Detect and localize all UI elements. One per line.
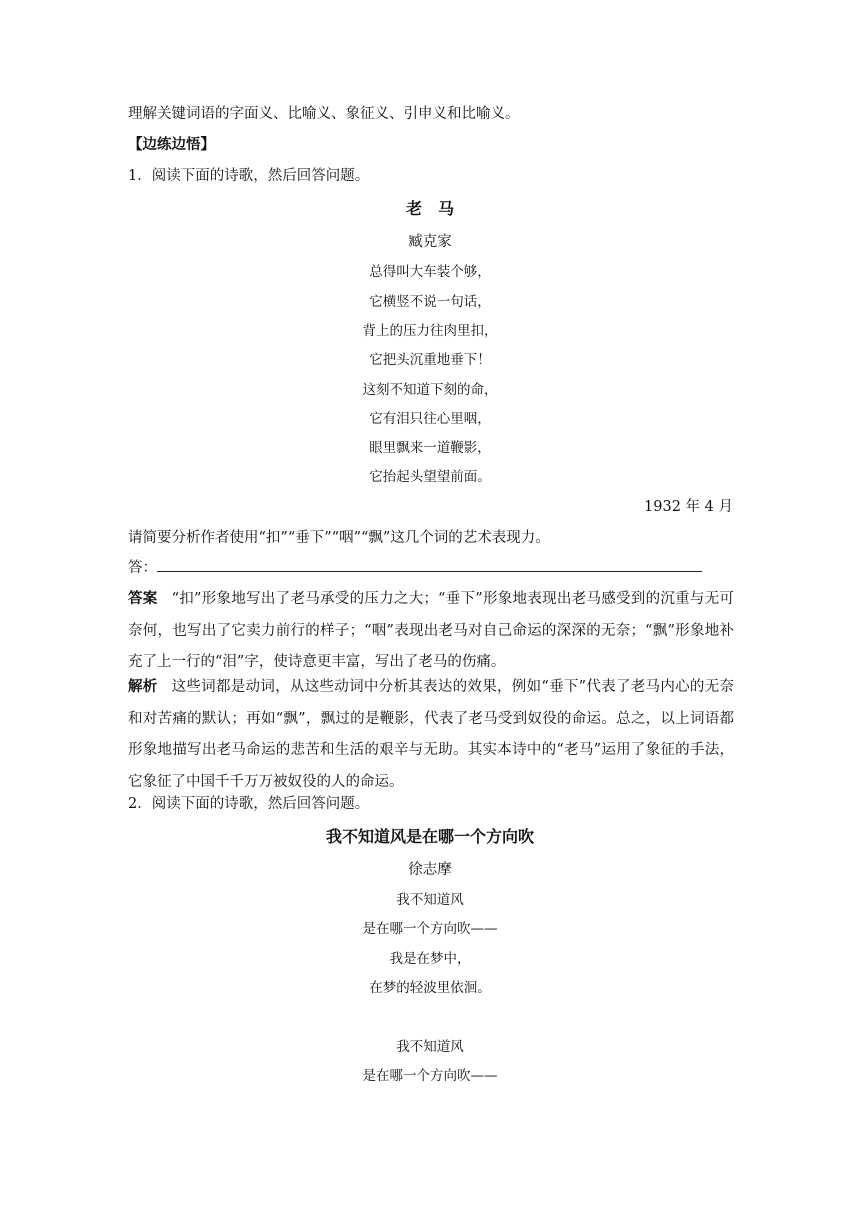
- poem-1-line: 这刻不知道下刻的命，: [362, 382, 498, 398]
- poem-1-line: 它横竖不说一句话，: [369, 294, 491, 310]
- analysis-text: 这些词都是动词，从这些动词中分析其表达的效果，例如“垂下”代表了老马内心的无奈和对苦痛的默认；再如“飘”，飘过的是鞭影，代表了老马受到奴役的命运。总之，以上词语都形象地描写出老马命运的悲苦和生活的艰辛与无助。其实本诗中的“老马”运用了象征的手法，它象征了中国千千万万被奴役的人的命运。: [128, 679, 735, 790]
- poem-2-line: 是在哪一个方向吹——: [362, 921, 498, 937]
- answer-block: [128, 583, 734, 679]
- poem-2-author: 徐志摩: [408, 862, 452, 878]
- poem-1-line: 背上的压力往肉里扣，: [362, 323, 498, 339]
- question-1-text: 请简要分析作者使用“扣”“垂下”“咽”“飘”这几个词的艺术表现力。: [128, 530, 550, 546]
- poem-2-line: 我是在梦中，: [389, 951, 471, 967]
- question-2-prompt: 2．阅读下面的诗歌，然后回答问题。: [128, 796, 370, 812]
- poem-1-title: 老 马: [405, 199, 454, 218]
- poem-1-line: 它有泪只往心里咽，: [369, 411, 491, 427]
- analysis-label: 解析: [128, 678, 158, 695]
- poem-1-date: 1932 年 4 月: [644, 499, 733, 515]
- answer-prefix: 答：: [128, 560, 157, 576]
- intro-line: 理解关键词语的字面义、比喻义、象征义、引申义和比喻义。: [128, 106, 520, 122]
- answer-line: [128, 558, 738, 578]
- poem-1-author: 臧克家: [408, 234, 452, 250]
- analysis-block: [128, 671, 734, 798]
- poem-1-line: 它抬起头望望前面。: [369, 469, 491, 485]
- answer-blank[interactable]: [157, 559, 702, 572]
- answer-label: 答案: [128, 590, 158, 607]
- answer-text: “扣”形象地写出了老马承受的压力之大；“垂下”形象地表现出老马感受到的沉重与无可奈何，也写出了它卖力前行的样子；“咽”表现出老马对自己命运的深深的无奈；“飘”形象地补充了上一行的“泪”字，使诗意更丰富，写出了老马的伤痛。: [128, 591, 735, 670]
- poem-2-title: 我不知道风是在哪一个方向吹: [325, 827, 534, 846]
- poem-1-line: 眼里飘来一道鞭影，: [369, 440, 491, 456]
- poem-1-line: 总得叫大车装个够，: [369, 264, 491, 280]
- poem-2-line: 我不知道风: [396, 892, 464, 908]
- question-1-prompt: 1．阅读下面的诗歌，然后回答问题。: [128, 168, 370, 184]
- poem-1-line: 它把头沉重地垂下！: [369, 352, 491, 368]
- poem-2-line: 在梦的轻波里依洄。: [369, 980, 491, 996]
- poem-2-line: 我不知道风: [396, 1039, 464, 1055]
- section-tag: 【边练边悟】: [128, 136, 215, 153]
- poem-2-line: 是在哪一个方向吹——: [362, 1068, 498, 1084]
